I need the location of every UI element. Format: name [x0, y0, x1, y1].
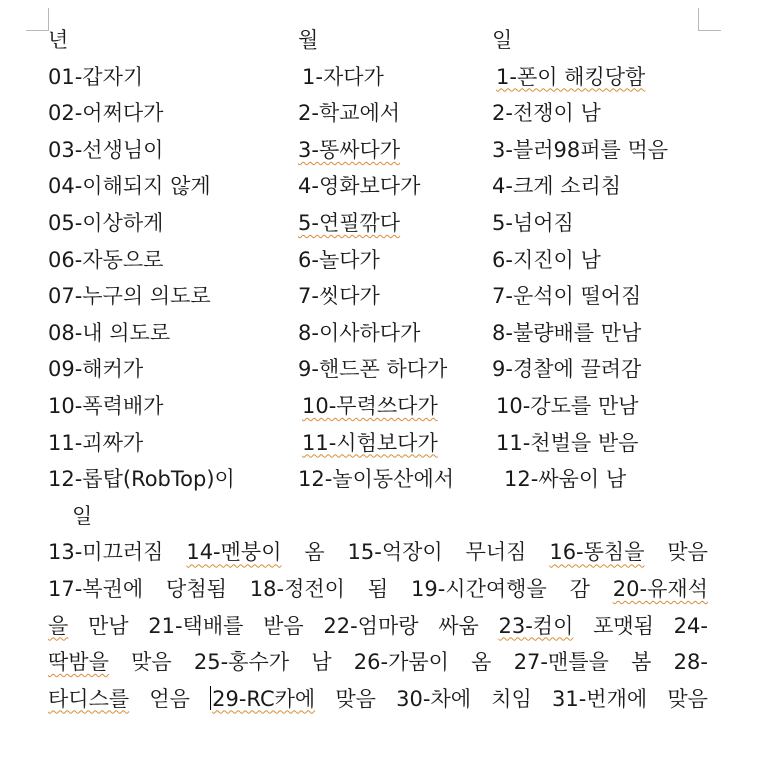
year-item: 01-갑자기 — [48, 64, 144, 89]
word: 18-정전이 — [249, 576, 345, 601]
day-item: 8-불량배를 만남 — [492, 320, 642, 345]
word: 당첨됨 — [166, 576, 227, 601]
table-row — [48, 168, 708, 205]
paragraph-line — [48, 608, 708, 645]
word-with-caret — [210, 681, 315, 718]
page-margin-corner-top-left — [26, 8, 49, 31]
month-item: 12-놀이동산에서 — [298, 467, 455, 492]
table-row — [48, 59, 708, 96]
word: 맞음 — [667, 540, 708, 565]
year-header: 년 — [48, 28, 69, 52]
word: 26-가뭄이 — [353, 650, 449, 675]
day-item: 4-크게 소리침 — [492, 174, 622, 199]
word: 치임 — [491, 686, 532, 711]
day-item: 3-블러98퍼를 먹음 — [492, 137, 669, 162]
word: 20-유재석 — [612, 576, 708, 601]
word: 맞음 — [131, 650, 172, 675]
day-item: 12-싸움이 남 — [504, 467, 627, 492]
table-row — [48, 461, 708, 498]
word: 옴 — [304, 540, 325, 565]
paragraph-line — [48, 644, 708, 681]
paragraph-line — [48, 534, 708, 571]
header-row — [48, 22, 708, 59]
year-item: 03-선생님이 — [48, 137, 164, 162]
word: 21-택배를 — [148, 613, 244, 638]
month-item: 3-똥싸다가 — [298, 137, 401, 162]
day-item: 9-경찰에 끌려감 — [492, 357, 642, 382]
word: 맞음 — [335, 686, 376, 711]
year-item: 09-해커가 — [48, 357, 144, 382]
table-row — [48, 242, 708, 279]
table-row — [48, 205, 708, 242]
month-item: 7-씻다가 — [298, 284, 380, 309]
day-item: 2-전쟁이 남 — [492, 101, 601, 126]
year-item: 08-내 의도로 — [48, 320, 171, 345]
paragraph — [48, 534, 708, 717]
word: 15-억장이 — [347, 540, 443, 565]
word: 감 — [569, 576, 590, 601]
word: 27-맨틀을 — [513, 650, 609, 675]
table-row — [48, 351, 708, 388]
word: 봄 — [631, 650, 652, 675]
table-row — [48, 388, 708, 425]
month-item: 4-영화보다가 — [298, 174, 421, 199]
word: 22-엄마랑 — [323, 613, 419, 638]
document-body[interactable] — [48, 22, 708, 717]
paragraph-line — [48, 571, 708, 608]
year-item: 04-이해되지 않게 — [48, 174, 211, 199]
word: 23-컴이 — [498, 613, 574, 638]
year-item: 12-롭탑(RobTop)이 — [48, 467, 235, 492]
word: 싸움 — [438, 613, 479, 638]
day-item: 11-천벌을 받음 — [496, 430, 639, 455]
table-row — [48, 278, 708, 315]
day-header: 일 — [492, 28, 513, 52]
year-item: 02-어쩌다가 — [48, 101, 164, 126]
day-item: 1-폰이 해킹당함 — [496, 64, 646, 89]
word: 만남 — [87, 613, 129, 638]
word: 맞음 — [667, 686, 708, 711]
word: 14-멘붕이 — [186, 540, 282, 565]
word: 무너짐 — [465, 540, 527, 565]
year-item: 11-괴짜가 — [48, 430, 144, 455]
word: 17-복권에 — [48, 576, 144, 601]
day-item: 10-강도를 만남 — [496, 393, 639, 418]
word: 얻음 — [149, 686, 190, 711]
word: 31-번개에 — [551, 686, 648, 711]
table-row — [48, 315, 708, 352]
month-item: 9-핸드폰 하다가 — [298, 357, 448, 382]
table-row — [48, 95, 708, 132]
year-item: 06-자동으로 — [48, 247, 164, 272]
month-item: 2-학교에서 — [298, 101, 401, 126]
word: 25-홍수가 — [193, 650, 290, 675]
month-item: 10-무력쓰다가 — [302, 393, 438, 418]
month-item: 6-놀다가 — [298, 247, 380, 272]
word: 28- — [673, 650, 708, 675]
month-item: 8-이사하다가 — [298, 320, 421, 345]
day-item: 7-운석이 떨어짐 — [492, 284, 642, 309]
wrapped-label: 일 — [72, 503, 93, 528]
table-row — [48, 425, 708, 462]
word: 됨 — [367, 576, 389, 601]
word: 포맷됨 — [593, 613, 654, 638]
word: 24- — [673, 613, 708, 638]
word: 남 — [311, 650, 332, 675]
word: 30-차에 — [396, 686, 472, 711]
text-cursor — [210, 686, 211, 710]
word: 타디스를 — [48, 686, 130, 711]
year-item: 05-이상하게 — [48, 210, 164, 235]
day-item: 6-지진이 남 — [492, 247, 601, 272]
table-row — [48, 132, 708, 169]
word: 19-시간여행을 — [411, 576, 547, 601]
word: 받음 — [263, 613, 304, 638]
year-item: 10-폭력배가 — [48, 393, 164, 418]
day-item: 5-넘어짐 — [492, 210, 574, 235]
year-item: 07-누구의 의도로 — [48, 284, 211, 309]
word: 옴 — [471, 650, 492, 675]
month-item: 5-연필깎다 — [298, 210, 401, 235]
word: 딱밤을 — [48, 650, 109, 675]
word: 29-RC카에 — [212, 686, 316, 711]
word: 13-미끄러짐 — [48, 540, 164, 565]
month-item: 11-시험보다가 — [302, 430, 438, 455]
month-header: 월 — [298, 28, 319, 52]
paragraph-line — [48, 681, 708, 718]
word: 16-똥침을 — [549, 540, 645, 565]
month-item: 1-자다가 — [302, 64, 384, 89]
word: 을 — [48, 613, 69, 638]
